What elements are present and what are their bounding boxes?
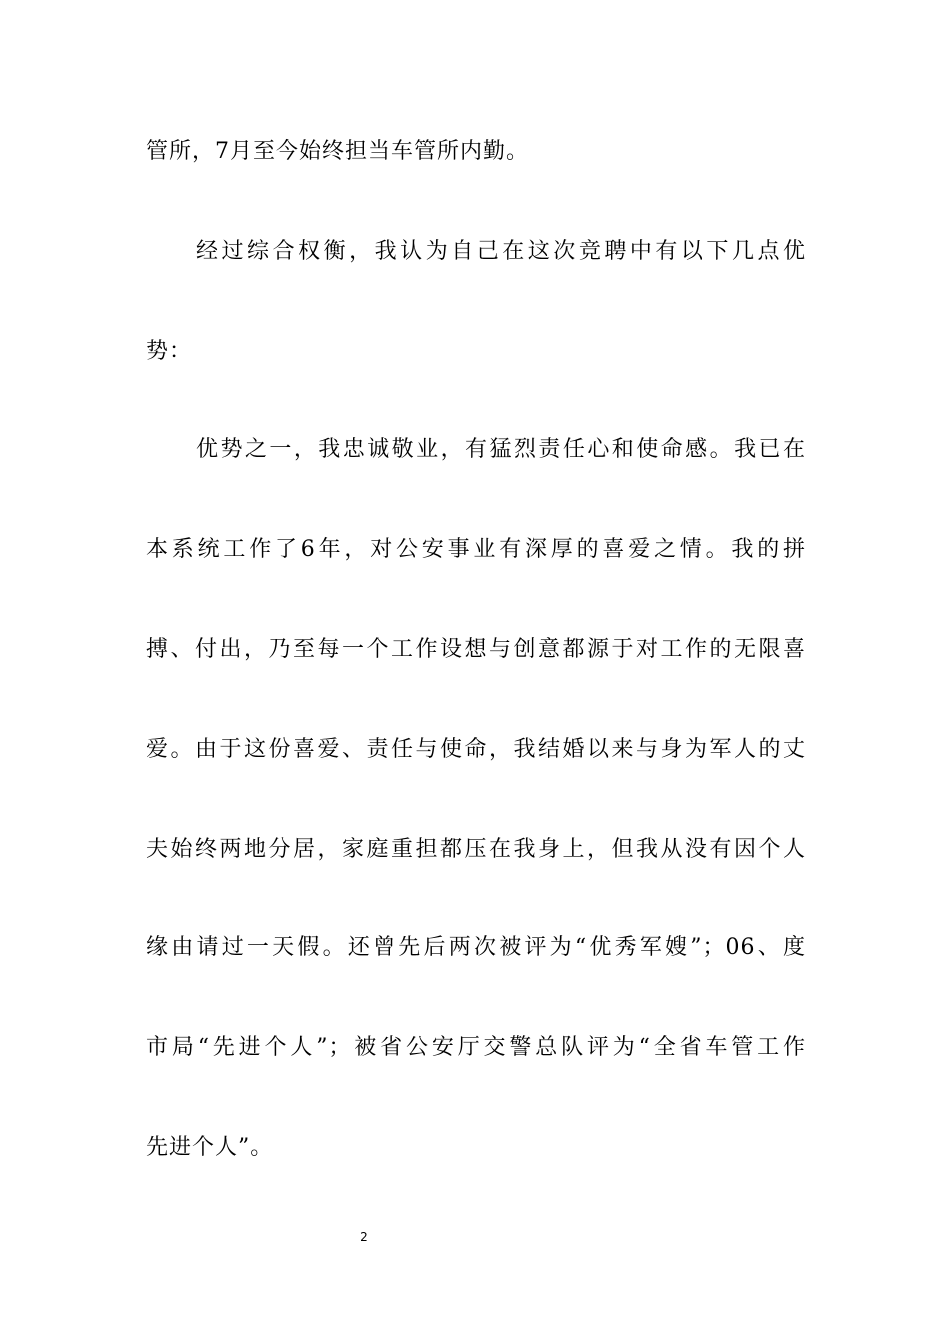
text-line-7: 爱。由于这份喜爱、责任与使命，我结婚以来与身为军人的丈 <box>146 737 806 762</box>
text-line-3: 势： <box>146 339 193 364</box>
text-line-1: 管所，7月至今始终担当车管所内勤。 <box>146 139 529 164</box>
text-line-8: 夫始终两地分居，家庭重担都压在我身上，但我从没有因个人 <box>146 837 806 862</box>
text-line-9: 缘由请过一天假。还曾先后两次被评为“优秀军嫂”；06、度 <box>146 935 806 960</box>
text-line-10: 市局“先进个人”；被省公安厅交警总队评为“全省车管工作 <box>146 1035 806 1060</box>
page-number: 2 <box>360 1230 368 1244</box>
text-line-11: 先进个人”。 <box>146 1135 274 1160</box>
text-line-2: 经过综合权衡，我认为自己在这次竞聘中有以下几点优 <box>196 239 806 264</box>
text-line-6: 搏、付出，乃至每一个工作设想与创意都源于对工作的无限喜 <box>146 637 806 662</box>
text-line-4: 优势之一，我忠诚敬业，有猛烈责任心和使命感。我已在 <box>196 437 806 462</box>
text-line-5: 本系统工作了6年，对公安事业有深厚的喜爱之情。我的拼 <box>146 537 806 562</box>
